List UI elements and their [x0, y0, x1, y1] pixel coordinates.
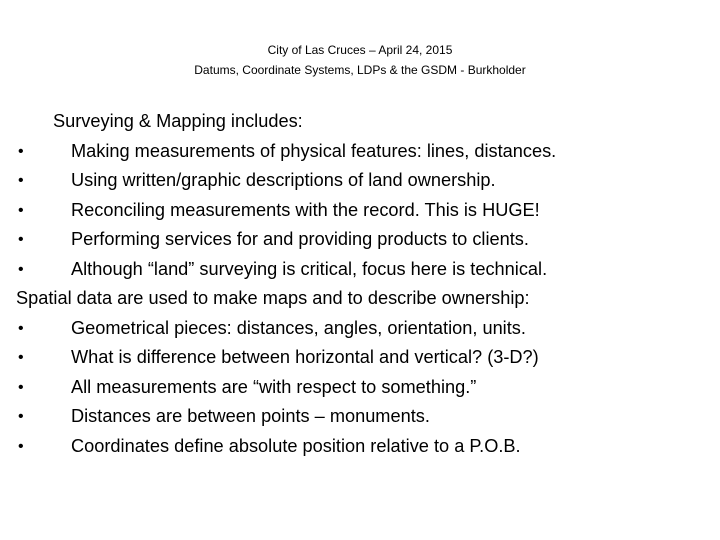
list-item-text: Performing services for and providing products to clients.: [71, 229, 529, 249]
list-item-text: Although “land” surveying is critical, focus here is technical.: [71, 258, 548, 279]
bullet-icon: •: [18, 172, 24, 189]
bullet-icon: •: [18, 437, 24, 455]
list-item: [14, 166, 714, 196]
bullet-icon: •: [18, 231, 24, 248]
list-item-text: All measurements are “with respect to something.”: [71, 376, 477, 397]
list-item: [14, 137, 714, 167]
bullet-icon: •: [18, 319, 24, 337]
list-item: [14, 402, 714, 432]
bullet-icon: •: [18, 408, 24, 425]
list-item-text: Geometrical pieces: distances, angles, orientation, units.: [71, 317, 526, 338]
bullet-icon: •: [18, 378, 24, 396]
slide-body: [14, 107, 714, 461]
list-item: [14, 255, 714, 285]
list-item: [14, 373, 714, 403]
header-line-1: City of Las Cruces – April 24, 2015: [267, 43, 453, 57]
list-item-text: Making measurements of physical features: lines, distances.: [71, 140, 557, 161]
list-item-text: Using written/graphic descriptions of land ownership.: [71, 170, 496, 190]
list-item: [14, 196, 714, 226]
list-item: [14, 432, 714, 462]
bullet-icon: •: [18, 201, 24, 219]
bullet-icon: •: [18, 142, 24, 160]
list-item: [14, 343, 714, 373]
list-item-text: Coordinates define absolute position relative to a P.O.B.: [71, 435, 521, 456]
header-line-2: Datums, Coordinate Systems, LDPs & the GSDM - Burkholder: [194, 63, 526, 77]
bullet-icon: •: [18, 260, 24, 278]
list-item-text: Distances are between points – monuments.: [71, 406, 430, 426]
section2-heading: Spatial data are used to make maps and to describe ownership:: [16, 288, 530, 308]
list-item-text: Reconciling measurements with the record. This is HUGE!: [71, 199, 540, 220]
slide-header: [0, 40, 720, 80]
list-item: [14, 225, 714, 255]
bullet-icon: •: [18, 349, 24, 366]
list-item-text: What is difference between horizontal and vertical? (3-D?): [71, 347, 539, 367]
section1-heading: Surveying & Mapping includes:: [53, 111, 303, 131]
list-item: [14, 314, 714, 344]
